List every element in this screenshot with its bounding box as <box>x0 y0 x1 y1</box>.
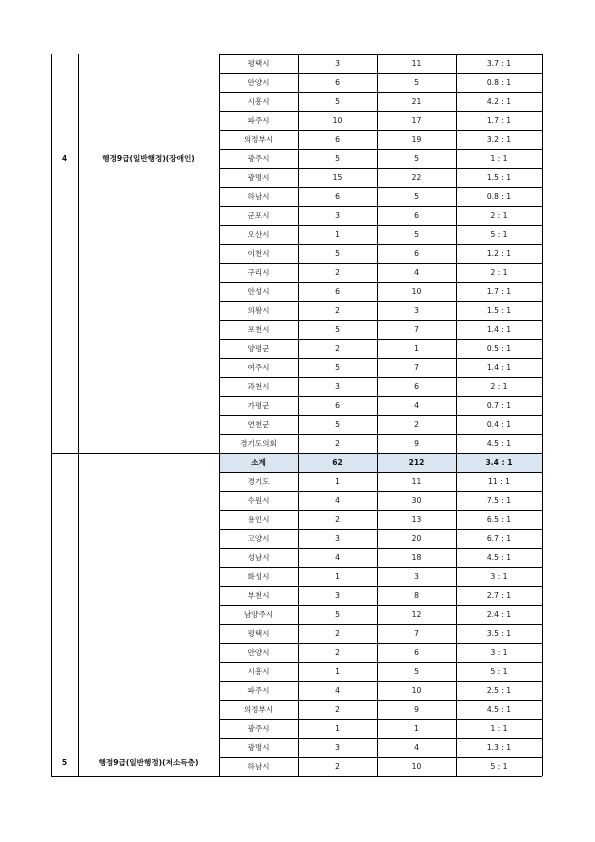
group-divider <box>51 453 542 454</box>
table-row <box>219 130 542 149</box>
region-cell: 가평군 <box>247 401 270 410</box>
region-cell: 안성시 <box>247 287 270 296</box>
recruit-count-cell: 5 <box>335 420 340 429</box>
applicant-count-cell: 5 <box>414 230 419 239</box>
applicant-count-cell: 30 <box>411 496 422 505</box>
region-cell: 양평군 <box>247 344 270 353</box>
region-cell: 의정부시 <box>243 135 274 144</box>
table-row <box>219 206 542 225</box>
ratio-cell: 5 : 1 <box>490 230 508 239</box>
region-cell: 파주시 <box>247 686 270 695</box>
ratio-cell: 4.5 : 1 <box>486 705 512 714</box>
region-cell: 의왕시 <box>247 306 270 315</box>
region-cell: 광주시 <box>247 154 270 163</box>
ratio-cell: 1.2 : 1 <box>486 249 512 258</box>
applicant-count-cell: 21 <box>411 97 422 106</box>
recruit-count-cell: 15 <box>332 173 343 182</box>
recruit-count-cell: 5 <box>335 97 340 106</box>
applicant-count-cell: 11 <box>411 477 422 486</box>
recruit-count-cell: 1 <box>335 667 340 676</box>
table-row <box>219 168 542 187</box>
recruit-count-cell: 3 <box>335 534 340 543</box>
table-row <box>219 605 542 624</box>
row-divider <box>219 719 542 720</box>
recruit-count-cell: 4 <box>335 686 340 695</box>
table-row <box>219 643 542 662</box>
ratio-cell: 6.7 : 1 <box>486 534 512 543</box>
column-divider <box>542 54 543 776</box>
row-divider <box>219 624 542 625</box>
region-cell: 소계 <box>251 458 266 467</box>
applicant-count-cell: 10 <box>411 762 422 771</box>
applicant-count-cell: 4 <box>414 743 419 752</box>
applicant-count-cell: 12 <box>411 610 422 619</box>
recruit-count-cell: 1 <box>335 230 340 239</box>
ratio-cell: 2.5 : 1 <box>486 686 512 695</box>
table-row <box>219 681 542 700</box>
applicant-count-cell: 13 <box>411 515 422 524</box>
table-row <box>219 282 542 301</box>
recruit-count-cell: 1 <box>335 724 340 733</box>
row-divider <box>219 415 542 416</box>
table-row <box>219 472 542 491</box>
ratio-cell: 1.4 : 1 <box>486 363 512 372</box>
table-row <box>219 434 542 453</box>
recruit-count-cell: 6 <box>335 135 340 144</box>
applicant-count-cell: 19 <box>411 135 422 144</box>
region-cell: 과천시 <box>247 382 270 391</box>
applicant-count-cell: 7 <box>414 629 419 638</box>
applicant-count-cell: 6 <box>414 382 419 391</box>
row-divider <box>219 149 542 150</box>
row-divider <box>219 472 542 473</box>
row-divider <box>219 377 542 378</box>
recruit-count-cell: 2 <box>335 705 340 714</box>
region-cell: 광명시 <box>247 743 270 752</box>
recruit-count-cell: 1 <box>335 477 340 486</box>
row-divider <box>219 700 542 701</box>
recruit-count-cell: 3 <box>335 59 340 68</box>
row-divider <box>219 225 542 226</box>
row-divider <box>219 282 542 283</box>
region-cell: 평택시 <box>247 629 270 638</box>
ratio-cell: 3.5 : 1 <box>486 629 512 638</box>
row-divider <box>219 681 542 682</box>
table-row <box>219 149 542 168</box>
ratio-cell: 1 : 1 <box>490 724 508 733</box>
ratio-cell: 4.5 : 1 <box>486 439 512 448</box>
applicant-count-cell: 6 <box>414 249 419 258</box>
region-cell: 수원시 <box>247 496 270 505</box>
region-cell: 연천군 <box>247 420 270 429</box>
row-divider <box>219 757 542 758</box>
ratio-cell: 0.8 : 1 <box>486 192 512 201</box>
table-row <box>219 358 542 377</box>
row-divider <box>219 73 542 74</box>
row-divider <box>219 643 542 644</box>
region-cell: 구리시 <box>247 268 270 277</box>
table-row <box>219 738 542 757</box>
region-cell: 평택시 <box>247 59 270 68</box>
table-row <box>219 586 542 605</box>
ratio-cell: 2 : 1 <box>490 211 508 220</box>
table-row <box>219 244 542 263</box>
table-row <box>219 187 542 206</box>
recruit-count-cell: 2 <box>335 648 340 657</box>
subtotal-row <box>219 453 542 472</box>
applicant-count-cell: 7 <box>414 325 419 334</box>
recruit-count-cell: 6 <box>335 287 340 296</box>
region-cell: 군포시 <box>247 211 270 220</box>
applicant-count-cell: 4 <box>414 268 419 277</box>
ratio-cell: 3 : 1 <box>490 572 508 581</box>
recruit-count-cell: 5 <box>335 154 340 163</box>
recruit-count-cell: 2 <box>335 306 340 315</box>
group-number: 4 <box>61 154 68 163</box>
group-title: 행정9급(일반행정)(장애인) <box>102 154 195 163</box>
table-row <box>219 225 542 244</box>
row-divider <box>219 738 542 739</box>
ratio-cell: 6.5 : 1 <box>486 515 512 524</box>
ratio-cell: 1.7 : 1 <box>486 116 512 125</box>
column-divider <box>377 54 378 776</box>
group-number: 5 <box>61 758 68 767</box>
applicant-count-cell: 6 <box>414 648 419 657</box>
region-cell: 포천시 <box>247 325 270 334</box>
table-row <box>219 111 542 130</box>
applicant-count-cell: 3 <box>414 572 419 581</box>
row-divider <box>219 586 542 587</box>
applicant-count-cell: 2 <box>414 420 419 429</box>
region-cell: 광주시 <box>247 724 270 733</box>
table-row <box>219 73 542 92</box>
ratio-cell: 0.4 : 1 <box>486 420 512 429</box>
applicant-count-cell: 18 <box>411 553 422 562</box>
ratio-cell: 11 : 1 <box>488 477 510 486</box>
recruit-count-cell: 3 <box>335 743 340 752</box>
recruit-count-cell: 4 <box>335 553 340 562</box>
applicant-count-cell: 8 <box>414 591 419 600</box>
region-cell: 성남시 <box>247 553 270 562</box>
column-divider <box>219 54 220 776</box>
region-cell: 시흥시 <box>247 97 270 106</box>
applicant-count-cell: 9 <box>414 705 419 714</box>
ratio-cell: 2.4 : 1 <box>486 610 512 619</box>
region-cell: 안양시 <box>247 78 270 87</box>
ratio-cell: 7.5 : 1 <box>486 496 512 505</box>
region-cell: 광명시 <box>247 173 270 182</box>
ratio-cell: 3.2 : 1 <box>486 135 512 144</box>
row-divider <box>219 605 542 606</box>
table-row <box>219 377 542 396</box>
row-divider <box>219 529 542 530</box>
recruit-count-cell: 62 <box>332 458 343 467</box>
ratio-cell: 0.7 : 1 <box>486 401 512 410</box>
region-cell: 오산시 <box>247 230 270 239</box>
applicant-count-cell: 4 <box>414 401 419 410</box>
region-cell: 경기도 <box>247 477 270 486</box>
recruit-count-cell: 5 <box>335 325 340 334</box>
region-cell: 하남시 <box>247 192 270 201</box>
row-divider <box>219 244 542 245</box>
recruit-count-cell: 5 <box>335 249 340 258</box>
row-divider <box>219 130 542 131</box>
group-title: 행정9급(일반행정)(저소득층) <box>98 758 199 767</box>
ratio-cell: 3.7 : 1 <box>486 59 512 68</box>
recruit-count-cell: 4 <box>335 496 340 505</box>
applicant-count-cell: 5 <box>414 78 419 87</box>
recruit-count-cell: 2 <box>335 439 340 448</box>
row-divider <box>219 434 542 435</box>
region-cell: 고양시 <box>247 534 270 543</box>
table-row <box>219 396 542 415</box>
region-cell: 용인시 <box>247 515 270 524</box>
ratio-cell: 4.2 : 1 <box>486 97 512 106</box>
ratio-cell: 1.4 : 1 <box>486 325 512 334</box>
applicant-count-cell: 3 <box>414 306 419 315</box>
ratio-cell: 2 : 1 <box>490 268 508 277</box>
applicant-count-cell: 1 <box>414 724 419 733</box>
applicant-count-cell: 5 <box>414 192 419 201</box>
recruit-count-cell: 6 <box>335 78 340 87</box>
recruit-count-cell: 6 <box>335 192 340 201</box>
region-cell: 경기도의회 <box>240 439 277 448</box>
recruit-count-cell: 3 <box>335 591 340 600</box>
table-row <box>219 548 542 567</box>
ratio-cell: 1.3 : 1 <box>486 743 512 752</box>
row-divider <box>219 396 542 397</box>
row-divider <box>219 301 542 302</box>
ratio-cell: 1 : 1 <box>490 154 508 163</box>
row-divider <box>219 548 542 549</box>
table-row <box>219 415 542 434</box>
recruit-count-cell: 2 <box>335 762 340 771</box>
applicant-count-cell: 5 <box>414 667 419 676</box>
table-row <box>219 491 542 510</box>
row-divider <box>219 187 542 188</box>
table-row <box>219 510 542 529</box>
ratio-cell: 3.4 : 1 <box>485 458 513 467</box>
column-divider <box>298 54 299 776</box>
ratio-cell: 1.5 : 1 <box>486 306 512 315</box>
applicant-count-cell: 22 <box>411 173 422 182</box>
recruit-count-cell: 1 <box>335 572 340 581</box>
row-divider <box>219 54 542 55</box>
recruit-count-cell: 2 <box>335 515 340 524</box>
table-row <box>219 263 542 282</box>
row-divider <box>219 263 542 264</box>
applicant-count-cell: 212 <box>408 458 425 467</box>
applicant-count-cell: 10 <box>411 686 422 695</box>
row-divider <box>219 339 542 340</box>
table-row <box>219 529 542 548</box>
ratio-cell: 3 : 1 <box>490 648 508 657</box>
recruit-count-cell: 3 <box>335 211 340 220</box>
recruit-count-cell: 3 <box>335 382 340 391</box>
row-divider <box>219 111 542 112</box>
recruit-count-cell: 2 <box>335 629 340 638</box>
row-divider <box>219 358 542 359</box>
table-row <box>219 700 542 719</box>
region-cell: 파주시 <box>247 116 270 125</box>
table-row <box>219 624 542 643</box>
recruit-count-cell: 2 <box>335 344 340 353</box>
ratio-cell: 2.7 : 1 <box>486 591 512 600</box>
region-cell: 안양시 <box>247 648 270 657</box>
applicant-count-cell: 9 <box>414 439 419 448</box>
row-divider <box>219 206 542 207</box>
table-row <box>219 301 542 320</box>
table-row <box>219 54 542 73</box>
row-divider <box>219 510 542 511</box>
column-divider <box>456 54 457 776</box>
applicant-count-cell: 6 <box>414 211 419 220</box>
recruit-count-cell: 6 <box>335 401 340 410</box>
ratio-cell: 0.8 : 1 <box>486 78 512 87</box>
applicant-count-cell: 7 <box>414 363 419 372</box>
recruit-count-cell: 10 <box>332 116 343 125</box>
ratio-cell: 5 : 1 <box>490 762 508 771</box>
row-divider <box>219 92 542 93</box>
row-divider <box>219 567 542 568</box>
region-cell: 이천시 <box>247 249 270 258</box>
row-divider <box>219 662 542 663</box>
ratio-cell: 5 : 1 <box>490 667 508 676</box>
group-divider <box>51 776 542 777</box>
row-divider <box>219 491 542 492</box>
applicant-count-cell: 20 <box>411 534 422 543</box>
table-row <box>219 719 542 738</box>
ratio-cell: 1.5 : 1 <box>486 173 512 182</box>
region-cell: 시흥시 <box>247 667 270 676</box>
ratio-cell: 1.7 : 1 <box>486 287 512 296</box>
table-row <box>219 757 542 776</box>
region-cell: 의정부시 <box>243 705 274 714</box>
region-cell: 여주시 <box>247 363 270 372</box>
table-row <box>219 320 542 339</box>
ratio-cell: 4.5 : 1 <box>486 553 512 562</box>
ratio-cell: 2 : 1 <box>490 382 508 391</box>
region-cell: 남양주시 <box>243 610 274 619</box>
row-divider <box>219 168 542 169</box>
applicant-count-cell: 5 <box>414 154 419 163</box>
ratio-cell: 0.5 : 1 <box>486 344 512 353</box>
applicant-count-cell: 17 <box>411 116 422 125</box>
table-row <box>219 662 542 681</box>
region-cell: 부천시 <box>247 591 270 600</box>
applicant-count-cell: 11 <box>411 59 422 68</box>
applicant-count-cell: 10 <box>411 287 422 296</box>
region-cell: 하남시 <box>247 762 270 771</box>
recruit-count-cell: 2 <box>335 268 340 277</box>
table-row <box>219 567 542 586</box>
recruit-count-cell: 5 <box>335 363 340 372</box>
table-row <box>219 339 542 358</box>
applicant-count-cell: 1 <box>414 344 419 353</box>
table-row <box>219 92 542 111</box>
row-divider <box>219 320 542 321</box>
competition-rate-table <box>51 54 542 775</box>
region-cell: 화성시 <box>247 572 270 581</box>
recruit-count-cell: 5 <box>335 610 340 619</box>
